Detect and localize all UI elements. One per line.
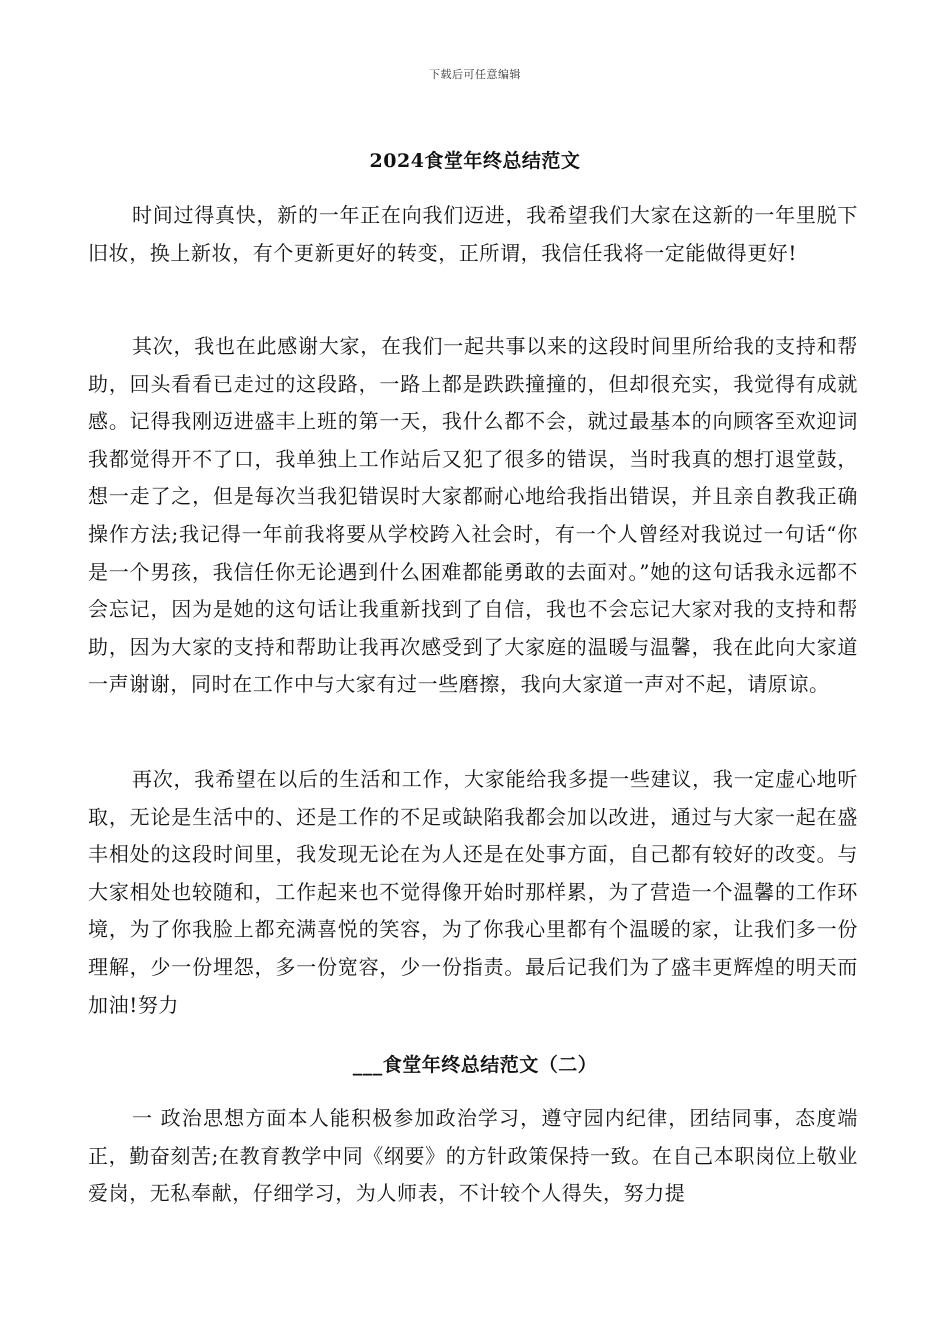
paragraph-2: 其次，我也在此感谢大家，在我们一起共事以来的这段时间里所给我的支持和帮助，回头看看已走过的这段路，一路上都是跌跌撞撞的，但却很充实，我觉得有成就感。记得我刚迈进盛丰上班的第一天，我什么都不会，就过最基本的向顾客至欢迎词我都觉得开不了口，我单独上工作站后又犯了很多的错误，当时我真的想打退堂鼓，想一走了之，但是每次当我犯错误时大家都耐心地给我指出错误，并且亲自教我正确操作方法;我记得一年前我将要从学校跨入社会时，有一个人曾经对我说过一句话“你是一个男孩，我信任你无论遇到什么困难都能勇敢的去面对。”她的这句话我永远都不会忘记，因为是她的这句话让我重新找到了自信，我也不会忘记大家对我的支持和帮助，因为大家的支持和帮助让我再次感受到了大家庭的温暖与温馨，我在此向大家道一声谢谢，同时在工作中与大家有过一些磨擦，我向大家道一声对不起，请原谅。 [88, 334, 858, 697]
document-title: 2024食堂年终总结范文 [369, 150, 581, 172]
section-2-title: ___食堂年终总结范文（二） [352, 1054, 598, 1076]
page-header-note: 下载后可任意编辑 [429, 68, 521, 81]
paragraph-1: 时间过得真快，新的一年正在向我们迈进，我希望我们大家在这新的一年里脱下旧妆，换上新妆，有个更新更好的转变，正所谓，我信任我将一定能做得更好! [88, 203, 858, 265]
paragraph-4: 一 政治思想方面本人能积极参加政治学习，遵守园内纪律，团结同事，态度端正，勤奋刻苦;在教育教学中同《纲要》的方针政策保持一致。在自己本职岗位上敬业爱岗，无私奉献，仔细学习，为人师表，不计较个人得失，努力提 [88, 1106, 858, 1206]
paragraph-3: 再次，我希望在以后的生活和工作，大家能给我多提一些建议，我一定虚心地听取，无论是生活中的、还是工作的不足或缺陷我都会加以改进，通过与大家一起在盛丰相处的这段时间里，我发现无论在为人还是在处事方面，自己都有较好的改变。与大家相处也较随和，工作起来也不觉得像开始时那样累，为了营造一个温馨的工作环境，为了你我脸上都充满喜悦的笑容，为了你我心里都有个温暖的家，让我们多一份理解，少一份埋怨，多一份宽容，少一份指责。最后记我们为了盛丰更辉煌的明天而加油!努力 [88, 767, 858, 1017]
